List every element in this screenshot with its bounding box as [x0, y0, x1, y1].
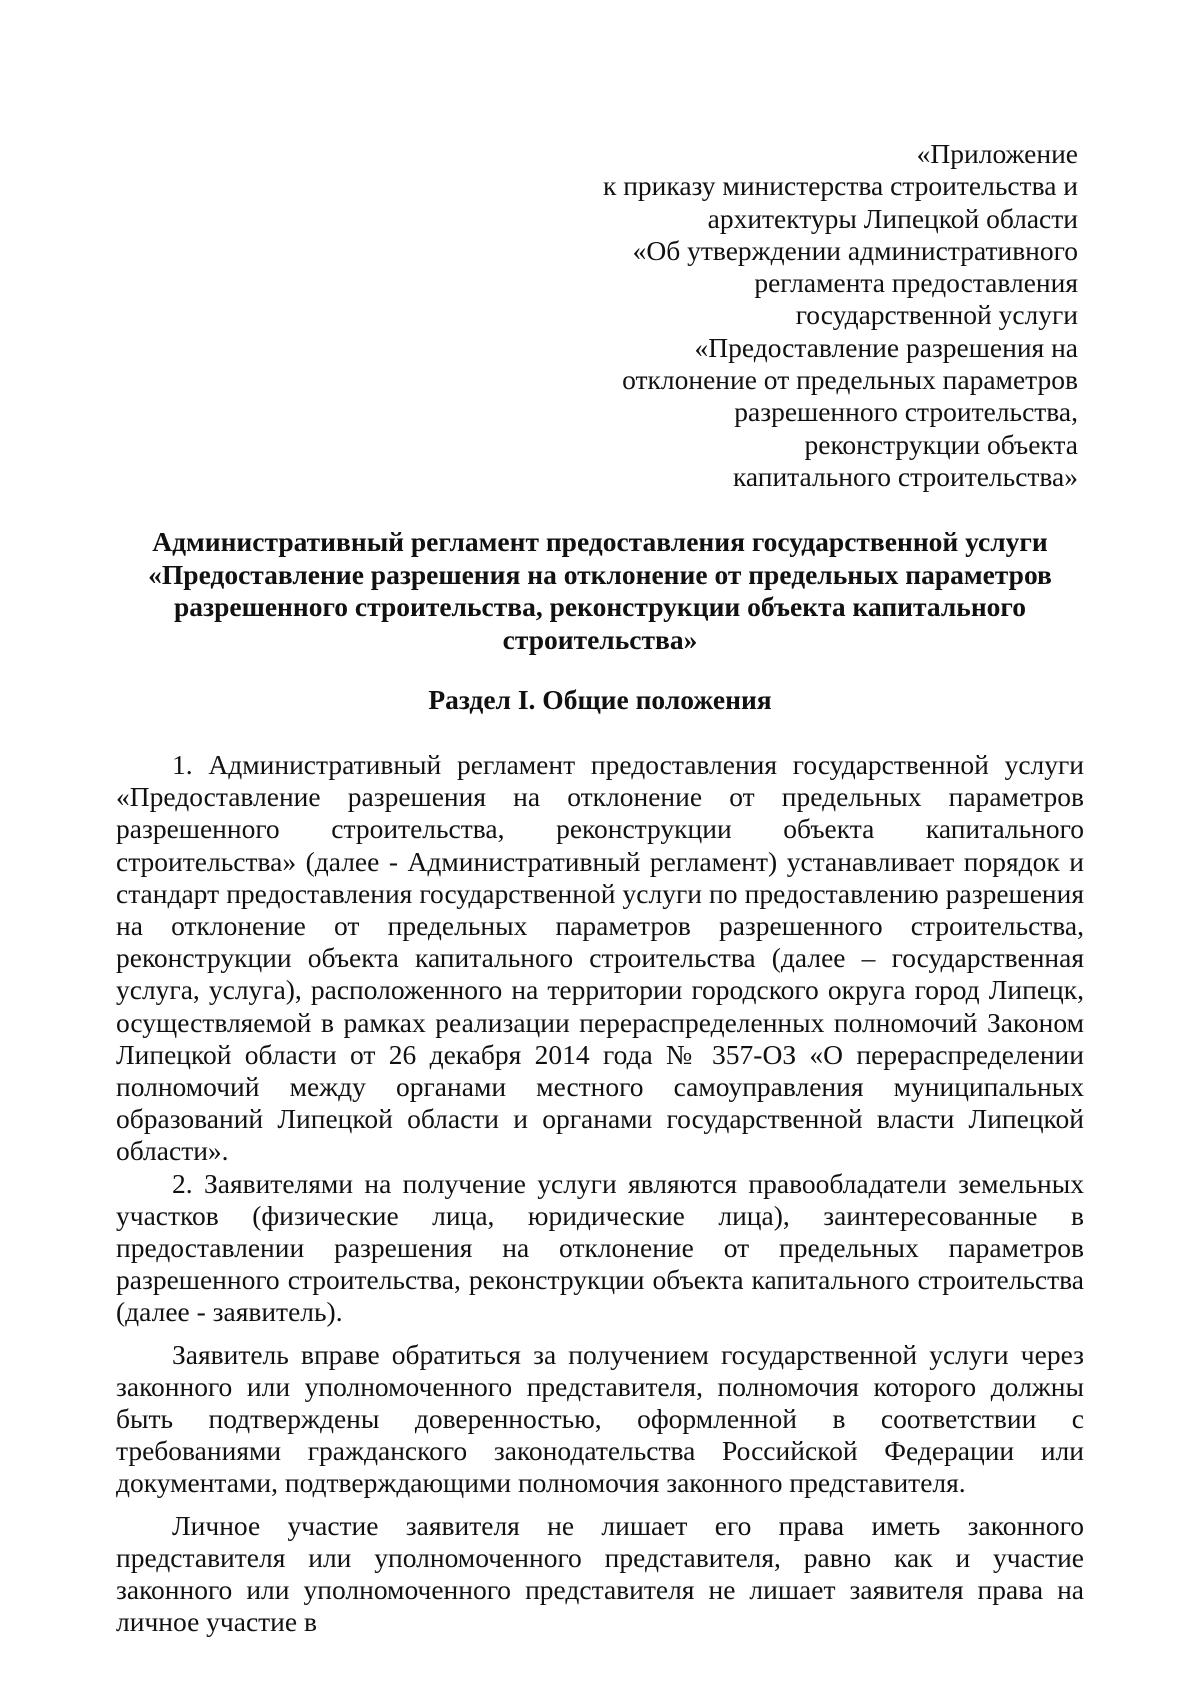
appendix-line: капитального строительства»	[732, 460, 1078, 492]
appendix-line: государственной услуги	[795, 299, 1078, 331]
title-line: Административный регламент предоставления государственной услуги	[152, 526, 1048, 557]
paragraph-2: 2. Заявителями на получение услуги являются правообладатели земельных участков (физические лица, юридические лица), заинтересованные в предоставлении разрешения на отклонение от предельных параметров разрешенного строительства, реконструкции объекта капитального строительства (далее - заявитель).	[116, 1167, 1084, 1328]
title-line: разрешенного строительства, реконструкции объекта капитального	[174, 591, 1026, 622]
appendix-line: «Приложение	[916, 138, 1078, 169]
paragraph-3: Заявитель вправе обратиться за получением государственной услуги через законного или уполномоченного представителя, полномочия которого должны быть подтверждены доверенностью, оформленной в соответствии с требованиями гражданского законодательства Российской Федерации или документами, подтверждающими полномочия законного представителя.	[116, 1338, 1084, 1499]
appendix-line: разрешенного строительства,	[734, 396, 1078, 428]
paragraph-4: Личное участие заявителя не лишает его права иметь законного представителя или уполномоченного представителя, равно как и участие законного или уполномоченного представителя не лишает заявителя права на личное участие в	[116, 1509, 1084, 1638]
title-line: «Предоставление разрешения на отклонение от предельных параметров	[148, 558, 1052, 590]
appendix-line: регламента предоставления	[754, 267, 1078, 299]
document-title	[116, 526, 1084, 656]
paragraph-1: 1. Административный регламент предоставления государственной услуги «Предоставление разрешения на отклонение от предельных параметров разрешенного строительства, реконструкции объекта капитального строительства» (далее - Административный регламент) устанавливает порядок и стандарт предоставления государственной услуги по предоставлению разрешения на отклонение от предельных параметров разрешенного строительства, реконструкции объекта капитального строительства (далее – государственная услуга, услуга), расположенного на территории городского округа город Липецк, осуществляемой в рамках реализации перераспределенных полномочий Законом Липецкой области от 26 декабря 2014 года № 357-ОЗ «О перераспределении полномочий между органами местного самоуправления муниципальных образований Липецкой области и органами государственной власти Липецкой области».	[116, 749, 1084, 1167]
appendix-line: к приказу министерства строительства и	[602, 170, 1078, 202]
appendix-line: «Об утверждении административного	[632, 234, 1078, 266]
appendix-line: архитектуры Липецкой области	[707, 202, 1078, 234]
appendix-line: отклонение от предельных параметров	[622, 364, 1078, 396]
appendix-header	[518, 138, 1078, 493]
title-line: строительства»	[502, 623, 698, 655]
document-body	[116, 749, 1084, 1638]
appendix-line: реконструкции объекта	[804, 428, 1078, 460]
appendix-line: «Предоставление разрешения на	[694, 331, 1078, 363]
section-heading: Раздел I. Общие положения	[428, 684, 772, 715]
